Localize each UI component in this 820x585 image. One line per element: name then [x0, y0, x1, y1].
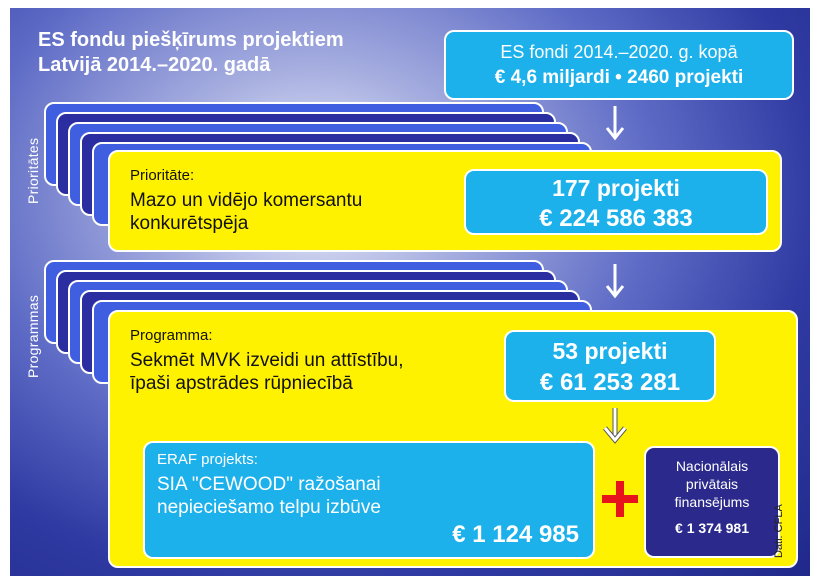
program-text-line-1: Sekmēt MVK izveidi un attīstību,: [130, 350, 404, 371]
program-stats-pill: [504, 330, 716, 402]
eraf-text: [157, 473, 381, 519]
infographic-frame: [10, 8, 810, 576]
program-label: Programma:: [130, 327, 213, 344]
total-line-2: € 4,6 miljardi • 2460 projekti: [494, 67, 744, 88]
down-arrow-outline-icon: [601, 406, 629, 446]
priority-stats-pill: [464, 169, 768, 235]
eraf-project-box: [143, 441, 595, 559]
priorities-side-label: Prioritātes: [25, 137, 41, 204]
total-line-1: ES fondi 2014.–2020. g. kopā: [500, 42, 738, 62]
program-projects: 53 projekti: [552, 338, 668, 364]
eraf-label: ERAF projekts:: [157, 451, 258, 468]
national-line-2: privātais: [685, 476, 739, 492]
national-amount: € 1 374 981: [675, 520, 749, 536]
priority-text: [130, 189, 460, 235]
national-private-financing-box: [644, 446, 780, 558]
eraf-text-line-1: SIA "CEWOOD" ražošanai: [157, 474, 381, 495]
eraf-amount: € 1 124 985: [452, 521, 579, 548]
program-text-line-2: īpaši apstrādes rūpniecībā: [130, 373, 353, 394]
down-arrow-icon: [604, 262, 626, 302]
plus-icon: [600, 479, 640, 519]
infographic-title: [38, 28, 458, 78]
national-line-3: finansējums: [674, 494, 750, 510]
program-text: [130, 349, 510, 395]
priority-text-line-1: Mazo un vidējo komersantu: [130, 190, 363, 211]
eu-funds-total-box: [444, 30, 794, 100]
priority-projects: 177 projekti: [552, 175, 680, 201]
national-line-1: Nacionālais: [675, 458, 749, 474]
priority-amount: € 224 586 383: [539, 205, 693, 232]
programs-side-label: Programmas: [25, 294, 41, 378]
data-source-credit: Dati: CFLA: [773, 504, 785, 558]
program-amount: € 61 253 281: [539, 369, 681, 396]
priority-label: Prioritāte:: [130, 167, 195, 184]
down-arrow-icon: [604, 104, 626, 144]
priority-card: [108, 150, 782, 252]
title-line-2: Latvijā 2014.–2020. gadā: [38, 54, 271, 76]
eraf-text-line-2: nepieciešamo telpu izbūve: [157, 497, 381, 518]
priority-text-line-2: konkurētspēja: [130, 213, 249, 234]
title-line-1: ES fondu piešķīrums projektiem: [38, 29, 344, 51]
